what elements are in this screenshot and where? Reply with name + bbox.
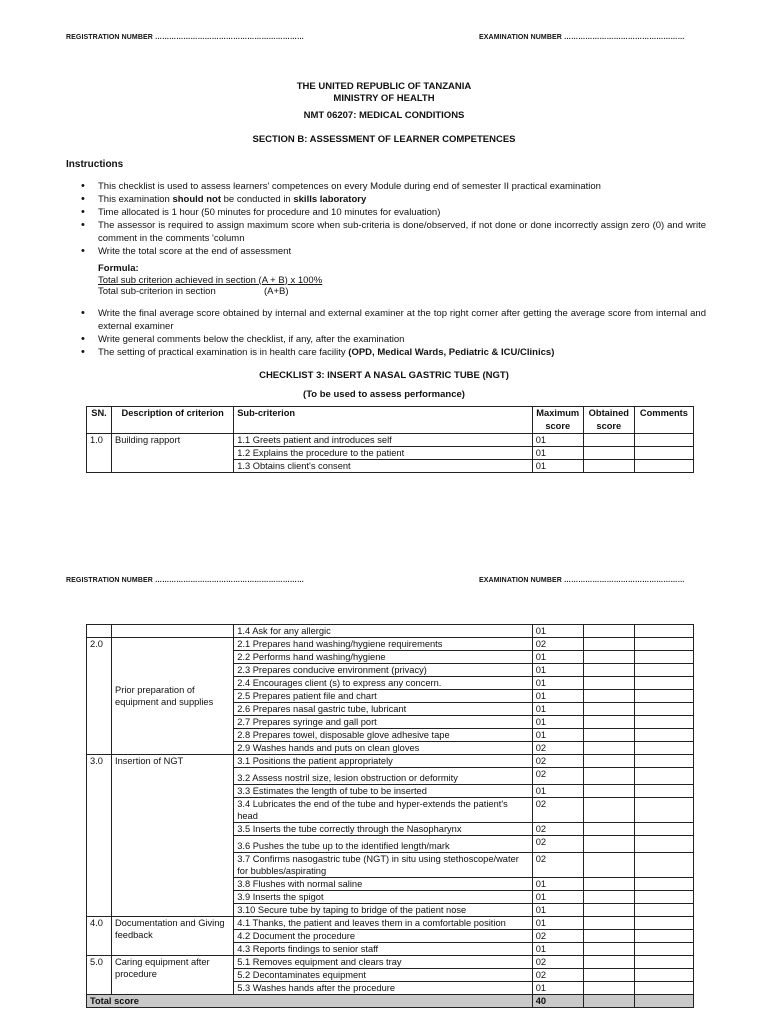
sn-cell: 5.0 xyxy=(87,956,112,995)
max-score-cell: 02 xyxy=(532,823,583,836)
checklist-table-part1 xyxy=(86,406,694,473)
instruction-item xyxy=(78,245,706,258)
max-score-cell: 02 xyxy=(532,956,583,969)
instruction-text: Time allocated is 1 hour (50 minutes for procedure and 10 minutes for evaluation) xyxy=(98,207,441,218)
table-row xyxy=(87,956,694,969)
comments-cell[interactable] xyxy=(634,638,693,651)
comments-cell[interactable] xyxy=(634,943,693,956)
max-score-cell: 01 xyxy=(532,690,583,703)
comments-cell[interactable] xyxy=(634,755,693,768)
subcriterion-cell: 2.4 Encourages client (s) to express any concern. xyxy=(234,677,532,690)
registration-number-field: REGISTRATION NUMBER ……………………………………………………… xyxy=(66,34,305,41)
instruction-text: This checklist is used to assess learners' competences on every Module during end of semester II practical examination xyxy=(98,181,601,192)
criterion-cell: Building rapport xyxy=(112,434,234,473)
subcriterion-cell: 2.9 Washes hands and puts on clean gloves xyxy=(234,742,532,755)
obtained-score-cell[interactable] xyxy=(583,904,634,917)
obtained-score-cell[interactable] xyxy=(583,956,634,969)
instructions-heading: Instructions xyxy=(66,159,124,170)
comments-cell[interactable] xyxy=(634,904,693,917)
examination-number-field: EXAMINATION NUMBER …………………………………………… xyxy=(479,34,685,41)
comments-cell[interactable] xyxy=(634,460,693,473)
max-score-cell: 01 xyxy=(532,677,583,690)
sn-cell xyxy=(87,625,112,638)
obtained-score-cell[interactable] xyxy=(583,742,634,755)
max-score-cell: 01 xyxy=(532,716,583,729)
obtained-score-cell[interactable] xyxy=(583,729,634,742)
subcriterion-cell: 3.4 Lubricates the end of the tube and hyper-extends the patient's head xyxy=(234,798,532,823)
comments-cell[interactable] xyxy=(634,703,693,716)
instruction-item xyxy=(78,206,706,219)
table-header-row xyxy=(87,407,694,434)
subcriterion-cell: 3.10 Secure tube by taping to bridge of the patient nose xyxy=(234,904,532,917)
max-score-cell: 02 xyxy=(532,768,583,785)
subcriterion-cell: 4.1 Thanks, the patient and leaves them in a comfortable position xyxy=(234,917,532,930)
instruction-text: Write the final average score obtained by internal and external examiner at the top right corner after getting the average score from internal and external examiner xyxy=(98,308,706,332)
instruction-emphasis: should not xyxy=(172,194,221,205)
max-score-cell: 02 xyxy=(532,755,583,768)
max-score-cell: 02 xyxy=(532,638,583,651)
obtained-score-cell[interactable] xyxy=(583,853,634,878)
max-score-cell: 01 xyxy=(532,729,583,742)
max-score-cell: 01 xyxy=(532,917,583,930)
subcriterion-cell: 2.3 Prepares conducive environment (privacy) xyxy=(234,664,532,677)
total-score-label: Total score xyxy=(87,995,533,1008)
col-header-subcriterion: Sub-criterion xyxy=(234,407,532,434)
comments-cell[interactable] xyxy=(634,716,693,729)
subcriterion-cell: 2.8 Prepares towel, disposable glove adhesive tape xyxy=(234,729,532,742)
obtained-score-cell[interactable] xyxy=(583,798,634,823)
col-header-obtained-score: Obtained score xyxy=(583,407,634,434)
instructions-list-2 xyxy=(78,307,706,359)
subcriterion-cell: 1.4 Ask for any allergic xyxy=(234,625,532,638)
formula-denominator xyxy=(98,286,322,298)
formula-numerator: Total sub criterion achieved in section (A + B) x 100% xyxy=(98,274,323,286)
instruction-emphasis: skills laboratory xyxy=(293,194,367,205)
subcriterion-cell: 3.5 Inserts the tube correctly through the Nasopharynx xyxy=(234,823,532,836)
total-score-value: 40 xyxy=(532,995,583,1008)
comments-cell[interactable] xyxy=(634,836,693,853)
checklist-subtitle: (To be used to assess performance) xyxy=(303,389,465,400)
criterion-cell: Documentation and Giving feedback xyxy=(112,917,234,956)
instruction-item xyxy=(78,307,706,333)
subcriterion-cell: 3.1 Positions the patient appropriately xyxy=(234,755,532,768)
obtained-score-cell[interactable] xyxy=(583,930,634,943)
max-score-cell: 01 xyxy=(532,460,583,473)
comments-cell[interactable] xyxy=(634,651,693,664)
obtained-score-cell[interactable] xyxy=(583,982,634,995)
instruction-text: Write general comments below the checklist, if any, after the examination xyxy=(98,334,405,345)
obtained-score-cell[interactable] xyxy=(583,625,634,638)
max-score-cell: 02 xyxy=(532,930,583,943)
instruction-item xyxy=(78,219,706,245)
instruction-item xyxy=(78,193,706,206)
max-score-cell: 01 xyxy=(532,878,583,891)
subcriterion-cell: 3.7 Confirms nasogastric tube (NGT) in situ using stethoscope/water for bubbles/aspirating xyxy=(234,853,532,878)
col-header-maximum-score: Maximum score xyxy=(532,407,583,434)
subcriterion-cell: 1.1 Greets patient and introduces self xyxy=(234,434,532,447)
subcriterion-cell: 4.3 Reports findings to senior staff xyxy=(234,943,532,956)
comments-cell[interactable] xyxy=(634,729,693,742)
obtained-score-cell[interactable] xyxy=(583,664,634,677)
criterion-cell xyxy=(112,625,234,638)
criterion-cell: Prior preparation of equipment and supplies xyxy=(112,638,234,755)
subcriterion-cell: 3.3 Estimates the length of tube to be inserted xyxy=(234,785,532,798)
instruction-item xyxy=(78,333,706,346)
subcriterion-cell: 3.9 Inserts the spigot xyxy=(234,891,532,904)
checklist-title: CHECKLIST 3: INSERT A NASAL GASTRIC TUBE (NGT) xyxy=(259,370,509,381)
max-score-cell: 01 xyxy=(532,664,583,677)
subcriterion-cell: 5.1 Removes equipment and clears tray xyxy=(234,956,532,969)
subcriterion-cell: 2.1 Prepares hand washing/hygiene requirements xyxy=(234,638,532,651)
subcriterion-cell: 5.2 Decontaminates equipment xyxy=(234,969,532,982)
table-row xyxy=(87,625,694,638)
subcriterion-cell: 2.6 Prepares nasal gastric tube, lubricant xyxy=(234,703,532,716)
sn-cell: 2.0 xyxy=(87,638,112,755)
comments-cell[interactable] xyxy=(634,664,693,677)
section-title: SECTION B: ASSESSMENT OF LEARNER COMPETENCES xyxy=(252,134,516,145)
instruction-text: The assessor is required to assign maximum score when sub-criteria is done/observed, if not done or done incorrectly assign zero (0) and write comment in the comments 'column xyxy=(98,220,706,244)
max-score-cell: 01 xyxy=(532,904,583,917)
formula-block xyxy=(98,263,322,298)
sn-cell: 1.0 xyxy=(87,434,112,473)
obtained-score-cell[interactable] xyxy=(583,969,634,982)
obtained-score-cell[interactable] xyxy=(583,434,634,447)
subcriterion-cell: 4.2 Document the procedure xyxy=(234,930,532,943)
ministry-title: MINISTRY OF HEALTH xyxy=(333,93,435,104)
checklist-table-part2 xyxy=(86,624,694,1008)
obtained-score-cell[interactable] xyxy=(583,891,634,904)
obtained-score-cell[interactable] xyxy=(583,755,634,768)
obtained-score-cell[interactable] xyxy=(583,716,634,729)
course-title: NMT 06207: MEDICAL CONDITIONS xyxy=(303,110,465,121)
instruction-text: The setting of practical examination is in health care facility xyxy=(98,347,349,358)
criterion-cell: Caring equipment after procedure xyxy=(112,956,234,995)
obtained-score-cell[interactable] xyxy=(583,460,634,473)
obtained-score-cell[interactable] xyxy=(583,677,634,690)
max-score-cell: 01 xyxy=(532,943,583,956)
obtained-score-cell[interactable] xyxy=(583,651,634,664)
comments-cell[interactable] xyxy=(634,742,693,755)
formula-title: Formula: xyxy=(98,263,139,274)
comments-cell[interactable] xyxy=(634,917,693,930)
criterion-cell: Insertion of NGT xyxy=(112,755,234,917)
comments-cell[interactable] xyxy=(634,434,693,447)
instructions-list xyxy=(78,180,706,258)
comments-cell[interactable] xyxy=(634,823,693,836)
instruction-item xyxy=(78,346,706,359)
comments-cell[interactable] xyxy=(634,785,693,798)
max-score-cell: 01 xyxy=(532,447,583,460)
obtained-score-cell[interactable] xyxy=(583,823,634,836)
max-score-cell: 01 xyxy=(532,434,583,447)
registration-number-field-page2: REGISTRATION NUMBER ……………………………………………………… xyxy=(66,577,305,584)
comments-cell[interactable] xyxy=(634,447,693,460)
table-row xyxy=(87,638,694,651)
max-score-cell: 01 xyxy=(532,785,583,798)
subcriterion-cell: 5.3 Washes hands after the procedure xyxy=(234,982,532,995)
max-score-cell: 02 xyxy=(532,742,583,755)
instruction-text: Write the total score at the end of assessment xyxy=(98,246,292,257)
instruction-text: be conducted in xyxy=(221,194,294,205)
subcriterion-cell: 1.2 Explains the procedure to the patient xyxy=(234,447,532,460)
table-row xyxy=(87,434,694,447)
col-header-description: Description of criterion xyxy=(112,407,234,434)
subcriterion-cell: 2.2 Performs hand washing/hygiene xyxy=(234,651,532,664)
max-score-cell: 01 xyxy=(532,625,583,638)
obtained-score-cell[interactable] xyxy=(583,690,634,703)
instruction-item xyxy=(78,180,706,193)
subcriterion-cell: 3.8 Flushes with normal saline xyxy=(234,878,532,891)
comments-cell[interactable] xyxy=(634,677,693,690)
total-score-row xyxy=(87,995,694,1008)
obtained-score-cell[interactable] xyxy=(583,638,634,651)
max-score-cell: 01 xyxy=(532,982,583,995)
sn-cell: 4.0 xyxy=(87,917,112,956)
max-score-cell: 02 xyxy=(532,853,583,878)
total-obtained-cell[interactable] xyxy=(583,995,634,1008)
instruction-text: This examination xyxy=(98,194,173,205)
obtained-score-cell[interactable] xyxy=(583,785,634,798)
comments-cell[interactable] xyxy=(634,853,693,878)
country-title: THE UNITED REPUBLIC OF TANZANIA xyxy=(296,81,472,92)
table-row xyxy=(87,917,694,930)
total-comments-cell[interactable] xyxy=(634,995,693,1008)
obtained-score-cell[interactable] xyxy=(583,917,634,930)
instruction-emphasis: (OPD, Medical Wards, Pediatric & ICU/Clinics) xyxy=(348,347,555,358)
col-header-sn: SN. xyxy=(87,407,112,434)
subcriterion-cell: 3.6 Pushes the tube up to the identified length/mark xyxy=(234,836,532,853)
obtained-score-cell[interactable] xyxy=(583,878,634,891)
comments-cell[interactable] xyxy=(634,798,693,823)
comments-cell[interactable] xyxy=(634,625,693,638)
sn-cell: 3.0 xyxy=(87,755,112,917)
max-score-cell: 02 xyxy=(532,836,583,853)
obtained-score-cell[interactable] xyxy=(583,768,634,785)
comments-cell[interactable] xyxy=(634,878,693,891)
max-score-cell: 01 xyxy=(532,703,583,716)
max-score-cell: 02 xyxy=(532,798,583,823)
comments-cell[interactable] xyxy=(634,930,693,943)
max-score-cell: 01 xyxy=(532,651,583,664)
subcriterion-cell: 1.3 Obtains client's consent xyxy=(234,460,532,473)
col-header-comments: Comments xyxy=(634,407,693,434)
formula-denominator-text: Total sub-criterion in section xyxy=(98,286,216,297)
examination-number-field-page2: EXAMINATION NUMBER …………………………………………… xyxy=(479,577,685,584)
max-score-cell: 01 xyxy=(532,891,583,904)
subcriterion-cell: 3.2 Assess nostril size, lesion obstruction or deformity xyxy=(234,768,532,785)
obtained-score-cell[interactable] xyxy=(583,943,634,956)
comments-cell[interactable] xyxy=(634,768,693,785)
obtained-score-cell[interactable] xyxy=(583,836,634,853)
formula-denominator-ab: (A+B) xyxy=(264,286,289,297)
comments-cell[interactable] xyxy=(634,690,693,703)
table-row xyxy=(87,755,694,768)
subcriterion-cell: 2.5 Prepares patient file and chart xyxy=(234,690,532,703)
comments-cell[interactable] xyxy=(634,956,693,969)
comments-cell[interactable] xyxy=(634,982,693,995)
comments-cell[interactable] xyxy=(634,969,693,982)
max-score-cell: 02 xyxy=(532,969,583,982)
obtained-score-cell[interactable] xyxy=(583,447,634,460)
comments-cell[interactable] xyxy=(634,891,693,904)
obtained-score-cell[interactable] xyxy=(583,703,634,716)
subcriterion-cell: 2.7 Prepares syringe and gall port xyxy=(234,716,532,729)
